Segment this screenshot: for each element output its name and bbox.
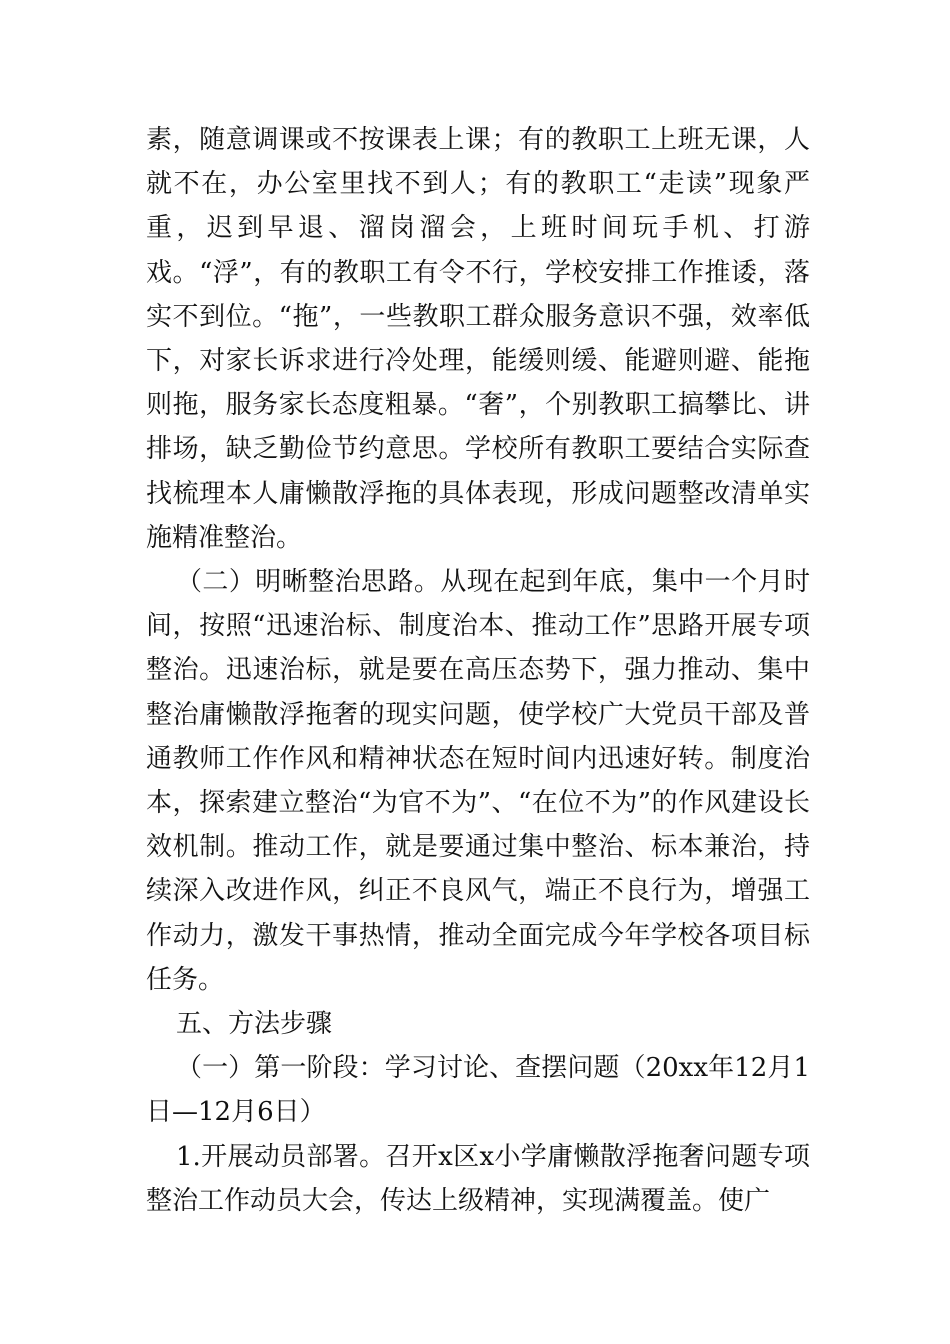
section-heading-methods: 五、方法步骤 [176, 1009, 333, 1040]
paragraph-problem-list: 素，随意调课或不按课表上课；有的教职工上班无课，人就不在，办公室里找不到人；有的教职工“走读”现象严重，迟到早退、溜岗溜会，上班时间玩手机、打游戏。“浮”，有的教职工有令不行，学校安排工作推诿，落实不到位。“拖”，一些教职工群众服务意识不强，效率低下，对家长诉求进行冷处理，能缓则缓、能避则避、能拖则拖，服务家长态度粗暴。“奢”，个别教职工搞攀比、讲排场，缺乏勤俭节约意思。学校所有教职工要结合实际查找梳理本人庸懒散浮拖的具体表现，形成问题整改清单实施精准整治。 [146, 125, 810, 553]
paragraph-rectification-approach: （二）明晰整治思路。从现在起到年底，集中一个月时间，按照“迅速治标、制度治本、推动工作”思路开展专项整治。迅速治标，就是要在高压态势下，强力推动、集中整治庸懒散浮拖奢的现实问题，使学校广大党员干部及普通教师工作作风和精神状态在短时间内迅速好转。制度治本，探索建立整治“为官不为”、“在位不为”的作风建设长效机制。推动工作，就是要通过集中整治、标本兼治，持续深入改进作风，纠正不良风气，端正不良行为，增强工作动力，激发干事热情，推动全面完成今年学校各项目标任务。 [146, 567, 810, 995]
document-body [146, 118, 810, 1223]
paragraph-phase-one: （一）第一阶段：学习讨论、查摆问题（20xx年12月1日—12月6日） [146, 1053, 810, 1128]
paragraph-mobilization: 1.开展动员部署。召开x区x小学庸懒散浮拖奢问题专项整治工作动员大会，传达上级精神，实现满覆盖。使广 [146, 1141, 810, 1216]
